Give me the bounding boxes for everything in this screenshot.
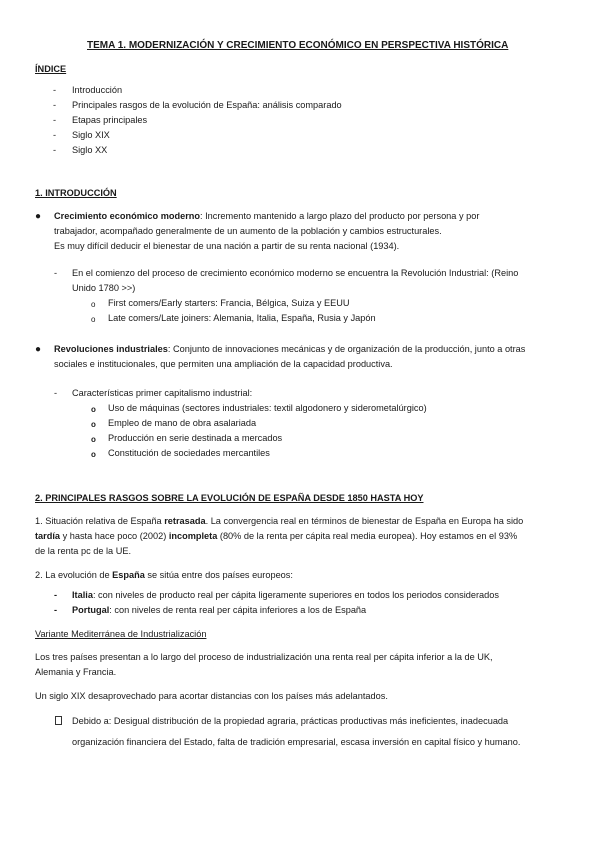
index-item: Siglo XIX — [72, 130, 110, 140]
circle-bullet-icon: o — [91, 405, 96, 414]
dash-bullet: - — [53, 130, 57, 140]
dash-bullet: - — [53, 100, 57, 110]
first-comers: First comers/Early starters: Francia, Bélgica, Suiza y EEUU — [108, 298, 350, 308]
variante-heading: Variante Mediterránea de Industrialización — [35, 629, 207, 639]
caracteristicas-item: Constitución de sociedades mercantiles — [108, 448, 270, 458]
revolucion-line-1: En el comienzo del proceso de crecimiento económico moderno se encuentra la Revolución Industrial: (Reino — [72, 268, 519, 278]
late-comers: Late comers/Late joiners: Alemania, Italia, España, Rusia y Japón — [108, 313, 376, 323]
dash-bullet: - — [53, 85, 57, 95]
caracteristicas-heading: Características primer capitalismo industrial: — [72, 388, 253, 398]
dash-bullet: - — [54, 268, 58, 278]
crecimiento-line-1: Crecimiento económico moderno: Incremento mantenido a largo plazo del producto por persona y por — [54, 211, 480, 221]
section-2-paragraph-2: 2. La evolución de España se sitúa entre dos países europeos: — [35, 570, 293, 580]
dash-bullet: - — [54, 605, 58, 615]
section-2-paragraph-1-line-1: 1. Situación relativa de España retrasada. La convergencia real en términos de bienestar de España en Europa ha sido — [35, 516, 524, 526]
circle-bullet-icon: o — [91, 300, 96, 309]
circle-bullet-icon: o — [91, 420, 96, 429]
circle-bullet-icon: o — [91, 315, 96, 324]
section-2-paragraph-4: Un siglo XIX desaprovechado para acortar distancias con los países más adelantados. — [35, 691, 388, 701]
circle-bullet-icon: o — [91, 435, 96, 444]
caracteristicas-item: Producción en serie destinada a mercados — [108, 433, 283, 443]
portugal-item: Portugal: con niveles de renta real per cápita inferiores a los de España — [72, 605, 367, 615]
index-item: Principales rasgos de la evolución de España: análisis comparado — [72, 100, 342, 110]
bullet-dot-icon: ● — [35, 211, 42, 222]
debido-line-1: Debido a: Desigual distribución de la propiedad agraria, prácticas productivas más ineficientes, inadecuada — [72, 716, 509, 726]
dash-bullet: - — [54, 388, 58, 398]
index-item: Introducción — [72, 85, 123, 95]
section-2-paragraph-3-line-1: Los tres países presentan a lo largo del proceso de industrialización una renta real per cápita inferior a la de UK, — [35, 652, 493, 662]
circle-bullet-icon: o — [91, 450, 96, 459]
section-2-heading: 2. PRINCIPALES RASGOS SOBRE LA EVOLUCIÓN DE ESPAÑA DESDE 1850 HASTA HOY — [35, 493, 424, 503]
index-heading: ÍNDICE — [35, 64, 67, 74]
index-item: Siglo XX — [72, 145, 108, 155]
section-2-paragraph-1-line-3: de la renta pc de la UE. — [35, 546, 132, 556]
section-1-heading: 1. INTRODUCCIÓN — [35, 188, 117, 198]
dash-bullet: - — [53, 145, 57, 155]
dash-bullet: - — [54, 590, 58, 600]
section-2-paragraph-3-line-2: Alemania y Francia. — [35, 667, 117, 677]
debido-line-2: organización financiera del Estado, falta de tradición empresarial, escasa inversión en capital físico y humano. — [72, 737, 521, 747]
revoluciones-line-1: Revoluciones industriales: Conjunto de innovaciones mecánicas y de organización de la producción, junto a otras — [54, 344, 526, 354]
caracteristicas-item: Empleo de mano de obra asalariada — [108, 418, 257, 428]
page-title: TEMA 1. MODERNIZACIÓN Y CRECIMIENTO ECONÓMICO EN PERSPECTIVA HISTÓRICA — [87, 40, 509, 51]
section-2-paragraph-1-line-2: tardía y hasta hace poco (2002) incompleta (80% de la renta per cápita real media europea). Hoy estamos en el 93% — [35, 531, 518, 541]
revolucion-line-2: Unido 1780 >>) — [72, 283, 136, 293]
dash-bullet: - — [53, 115, 57, 125]
caracteristicas-item: Uso de máquinas (sectores industriales: textil algodonero y siderometalúrgico) — [108, 403, 427, 413]
index-item: Etapas principales — [72, 115, 148, 125]
italia-item: Italia: con niveles de producto real per cápita ligeramente superiores en todos los periodos considerados — [72, 590, 499, 600]
bullet-dot-icon: ● — [35, 344, 42, 355]
crecimiento-line-2: trabajador, acompañado generalmente de un aumento de la población y cambios estructurales. — [54, 226, 442, 236]
revoluciones-line-2: sociales e institucionales, que permiten una ampliación de la capacidad productiva. — [54, 359, 393, 369]
crecimiento-line-3: Es muy difícil deducir el bienestar de una nación a partir de su renta nacional (1934). — [54, 241, 400, 251]
arrow-bullet-icon — [55, 716, 62, 725]
